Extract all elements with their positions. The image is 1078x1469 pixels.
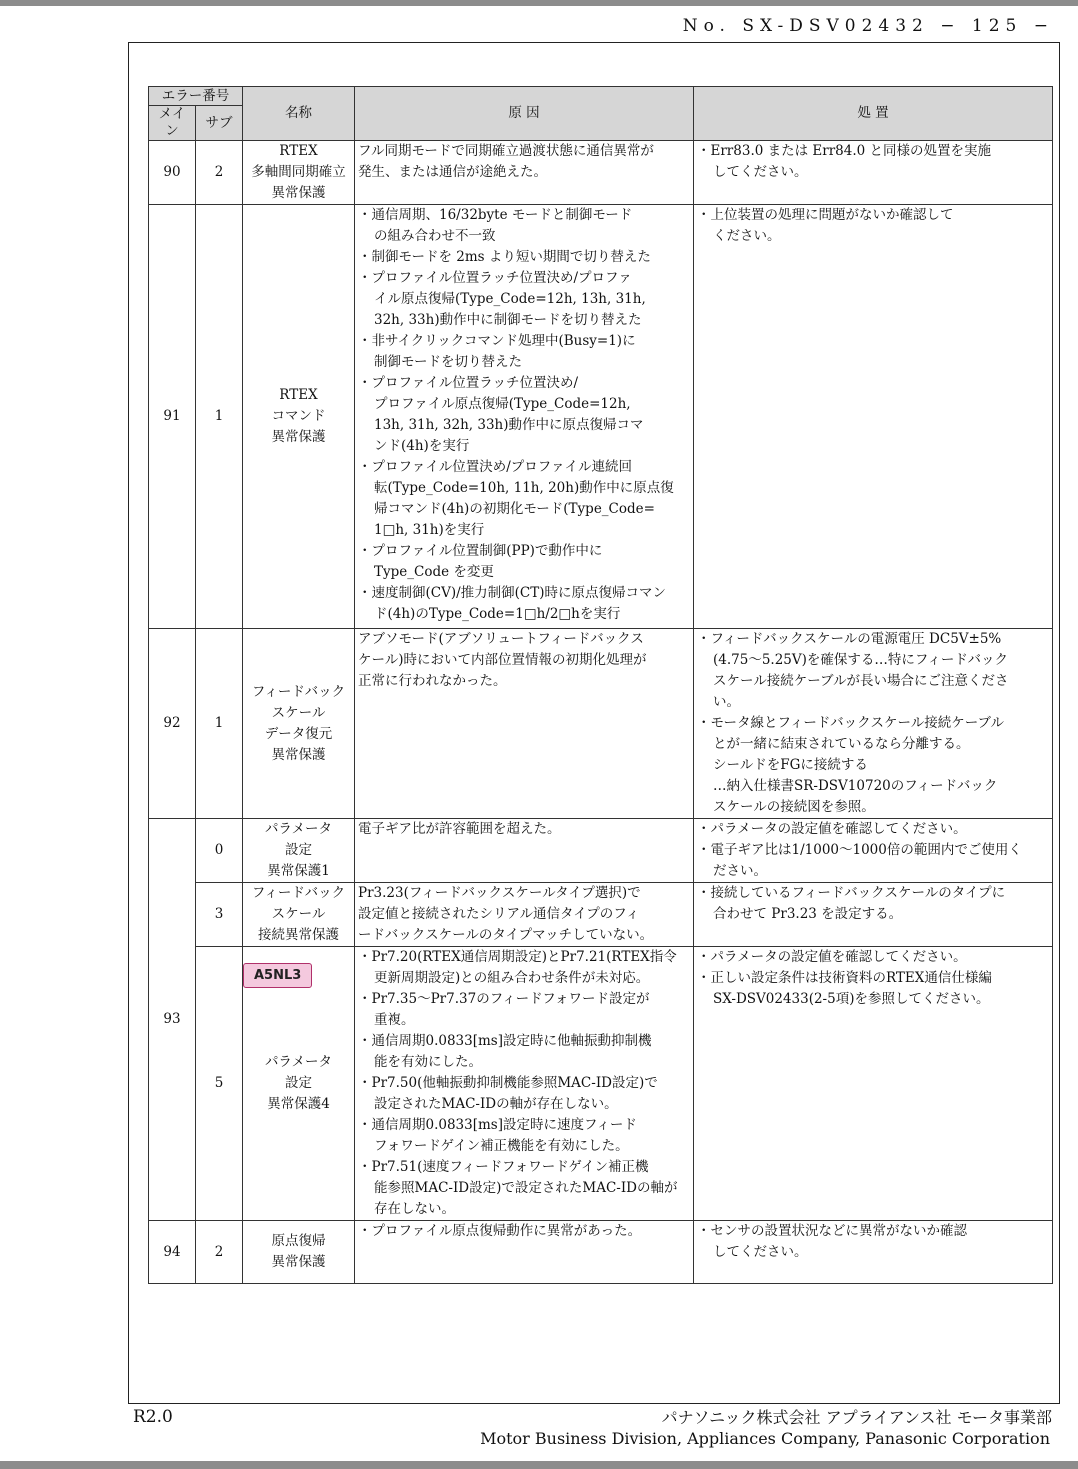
text-line: 接続異常保護 [258,927,339,943]
text-line: フィードバック [251,885,346,901]
header-cause: 原 因 [355,87,694,141]
table-row-92 [149,629,1053,819]
text-line: ・通信周期0.0833[ms]設定時に他軸振動抑制機 [358,1033,652,1049]
table-row-91 [149,205,1053,629]
error-name [243,629,355,819]
text-line: とが一緒に結束されているなら分離する。 [713,736,970,752]
text-line: スケール [271,906,326,922]
text-line: データ復元 [264,725,333,742]
text-line: ・電子ギア比は1/1000〜1000倍の範囲内でご使用く [697,842,1022,858]
text-line: フォワードゲイン補正機能を有効にした。 [374,1138,629,1154]
table-row-93-0 [149,819,1053,883]
text-line: ・パラメータの設定値を確認してください。 [697,949,967,965]
text-line: ・センサの設置状況などに異常がないか確認 [697,1223,967,1239]
text-line: 設定値と接続されたシリアル通信タイプのフィ [358,906,640,922]
table-row-93-5 [149,947,1053,1221]
text-line: ードバックスケールのタイプマッチしていない。 [358,927,654,943]
main-code: 90 [149,141,196,205]
model-badge: A5NL3 [243,963,312,988]
text-line: ・プロファイル位置ラッチ位置決め/ [358,375,579,391]
main-code: 94 [149,1221,196,1284]
text-line: ・制御モードを 2ms より短い期間で切り替えた [358,249,651,265]
text-line: い。 [713,694,740,710]
text-line: ・正しい設定条件は技術資料のRTEX通信仕様編 [697,970,992,986]
text-line: 能を有効にした。 [374,1054,482,1070]
sub-code: 2 [196,1221,243,1284]
text-line: 異常保護 [271,1254,326,1270]
text-line: 更新周期設定)との組み合わせ条件が未対応。 [374,970,650,986]
text-line: の組み合わせ不一致 [374,228,496,244]
header-name: 名称 [243,87,355,141]
text-line: 設定 [285,1075,312,1091]
text-line: ・上位装置の処理に問題がないか確認して [697,207,954,223]
text-line: ・通信周期0.0833[ms]設定時に速度フィード [358,1117,637,1133]
text-line: ・接続しているフィードバックスケールのタイプに [697,885,1006,901]
text-line: RTEX [279,143,318,159]
text-line: ・Pr7.35〜Pr7.37のフィードフォワード設定が [358,991,650,1007]
text-line: シールドをFGに接続する [713,757,868,773]
sub-code: 0 [196,819,243,883]
action-text [694,883,1053,947]
top-border-bar [0,0,1078,6]
error-name [243,819,355,883]
text-line: ・Pr7.20(RTEX通信周期設定)とPr7.21(RTEX指令 [358,949,677,965]
error-name [243,883,355,947]
text-line: RTEX [279,387,318,403]
action-text [694,629,1053,819]
text-line: ・パラメータの設定値を確認してください。 [697,821,967,837]
text-line: 32h, 33h)動作中に制御モードを切り替えた [374,312,642,328]
action-text [694,1221,1053,1284]
text-line: 能参照MAC-ID設定)で設定されたMAC-IDの軸が [374,1180,678,1196]
text-line: ・フィードバックスケールの電源電圧 DC5V±5% [697,631,1002,647]
main-code: 91 [149,205,196,629]
cause-text [355,947,694,1221]
header-error-number: エラー番号 [149,87,243,106]
text-line: ・Pr7.50(他軸振動抑制機能参照MAC-ID設定)で [358,1075,658,1091]
text-line: 設定 [285,842,312,858]
text-line: スケールの接続図を参照。 [713,799,875,815]
cause-text [355,205,694,629]
text-line: ケール)時において内部位置情報の初期化処理が [358,652,647,668]
text-line: 帰コマンド(4h)の初期化モード(Type_Code= [374,501,655,517]
error-name [243,141,355,205]
text-line: スケール接続ケーブルが長い場合にご注意くださ [713,673,1009,689]
text-line: 合わせて Pr3.23 を設定する。 [713,906,903,922]
table-row-93-3 [149,883,1053,947]
error-name-cell [243,947,355,1221]
text-line: 異常保護 [271,746,326,763]
table-row-94 [149,1221,1053,1284]
text-line: 発生、または通信が途絶えた。 [358,164,547,180]
text-line: 異常保護 [271,429,326,445]
text-line: ・プロファイル原点復帰動作に異常があった。 [358,1223,642,1239]
text-line: ・速度制御(CV)/推力制御(CT)時に原点復帰コマン [358,585,667,601]
text-line: フィードバック [251,683,346,700]
text-line: ください。 [713,228,781,244]
action-text [694,205,1053,629]
cause-text [355,819,694,883]
text-line: ・モータ線とフィードバックスケール接続ケーブル [697,715,1004,731]
text-line: (4.75〜5.25V)を確保する…特にフィードバック [713,652,1009,668]
text-line: ・プロファイル位置ラッチ位置決め/プロファ [358,270,632,286]
text-line: してください。 [713,1244,808,1260]
text-line: アブソモード(アブソリュートフィードバックス [358,631,644,647]
text-line: 原点復帰 [271,1233,326,1249]
text-line: イル原点復帰(Type_Code=12h, 13h, 31h, [374,291,646,307]
text-line: ・非サイクリックコマンド処理中(Busy=1)に [358,333,636,349]
sub-code: 2 [196,141,243,205]
table-row-90 [149,141,1053,205]
main-code: 92 [149,629,196,819]
header-sub: サブ [196,106,243,141]
text-line: 電子ギア比が許容範囲を超えた。 [358,821,561,837]
text-line: Type_Code を変更 [374,564,494,580]
bottom-border-bar [0,1461,1078,1469]
text-line: 設定されたMAC-IDの軸が存在しない。 [374,1096,618,1112]
text-line: 正常に行われなかった。 [358,673,507,689]
text-line: 転(Type_Code=10h, 11h, 20h)動作中に原点復 [374,480,674,496]
text-line: ・Pr7.51(速度フィードフォワードゲイン補正機 [358,1159,649,1175]
text-line: 存在しない。 [374,1201,455,1217]
text-line: ンド(4h)を実行 [374,438,470,454]
sub-code: 3 [196,883,243,947]
header-action: 処 置 [694,87,1053,141]
text-line: してください。 [713,164,808,180]
text-line: 制御モードを切り替えた [374,354,522,370]
text-line: フル同期モードで同期確立過渡状態に通信異常が [358,143,654,159]
text-line: Pr3.23(フィードバックスケールタイプ選択)で [358,885,641,901]
text-line: ・通信周期、16/32byte モードと制御モード [358,207,633,223]
document-number: No. SX-DSV02432 − 125 − [682,16,1054,36]
sub-code: 1 [196,205,243,629]
sub-code: 5 [196,947,243,1221]
action-text [694,947,1053,1221]
company-name-jp: パナソニック株式会社 アプライアンス社 モータ事業部 [661,1408,1052,1427]
text-line: パラメータ [264,1054,333,1070]
text-line: ド(4h)のType_Code=1□h/2□hを実行 [374,606,621,622]
error-name [243,1221,355,1284]
text-line: 異常保護 [271,185,326,201]
cause-text [355,141,694,205]
action-text [694,141,1053,205]
text-line: 重複。 [374,1012,415,1028]
text-line: ・Err83.0 または Err84.0 と同様の処置を実施 [697,143,992,159]
text-line: パラメータ [264,821,333,837]
sub-code: 1 [196,629,243,819]
text-line: 異常保護1 [267,863,330,879]
error-name [243,1052,354,1115]
error-name [243,205,355,629]
cause-text [355,629,694,819]
header-main: メイン [149,106,196,141]
text-line: 13h, 31h, 32h, 33h)動作中に原点復帰コマ [374,417,644,433]
text-line: スケール [271,704,326,721]
text-line: 1□h, 31h)を実行 [374,522,485,538]
action-text [694,819,1053,883]
error-table [148,86,1053,1284]
text-line: …納入仕様書SR-DSV10720のフィードバック [713,778,998,794]
cause-text [355,883,694,947]
cause-text [355,1221,694,1284]
text-line: コマンド [271,408,326,424]
main-code: 93 [149,819,196,1221]
text-line: 多軸間同期確立 [251,164,346,180]
text-line: 異常保護4 [267,1096,330,1112]
company-name-en: Motor Business Division, Appliances Company, Panasonic Corporation [480,1429,1050,1448]
text-line: ・プロファイル位置決め/プロファイル連続回 [358,459,633,475]
text-line: プロファイル原点復帰(Type_Code=12h, [374,396,631,412]
text-line: ださい。 [713,863,767,879]
revision: R2.0 [133,1407,173,1427]
text-line: SX-DSV02433(2-5項)を参照してください。 [713,991,990,1007]
text-line: ・プロファイル位置制御(PP)で動作中に [358,543,603,559]
